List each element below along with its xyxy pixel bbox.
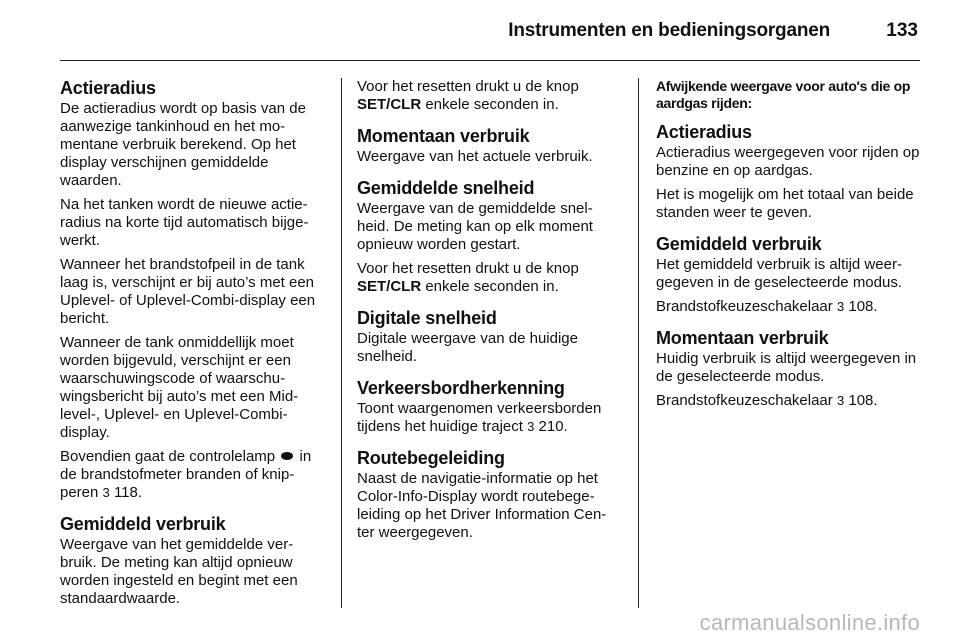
paragraph: Weergave van het actuele verbruik. <box>357 148 593 165</box>
heading-gemiddelde-snelheid: Gemiddelde snelheid <box>357 178 535 198</box>
heading-routebegeleiding: Routebegeleiding <box>357 448 505 468</box>
heading-digitale-snelheid: Digitale snelheid <box>357 308 497 328</box>
paragraph <box>656 298 922 316</box>
reference-arrow-icon: 3 <box>836 393 845 408</box>
text: Toont waargenomen verkeersborden tijdens het huidige traject <box>357 400 602 435</box>
text: Voor het resetten drukt u de knop <box>357 260 579 277</box>
paragraph: Naast de navigatie-informatie op het Color-Info-Display wordt routebege-leiding op het Driver Information Cen-ter weergegeven. <box>357 470 607 541</box>
subheading-aardgas: Afwijkende weergave voor auto's die op aardgas rijden: <box>656 78 911 111</box>
text: in de brandstofmeter branden of knip-peren <box>60 448 312 501</box>
reference-arrow-icon: 3 <box>836 299 845 314</box>
text: Bovendien gaat de controlelamp <box>60 448 276 465</box>
heading-momentaan-verbruik: Momentaan verbruik <box>357 126 530 146</box>
paragraph <box>357 260 623 296</box>
paragraph: Weergave van het gemiddelde ver-bruik. De meting kan altijd opnieuw worden ingesteld en begint met een standaardwaarde. <box>60 536 298 607</box>
column-divider-2 <box>638 78 639 608</box>
column-divider-1 <box>341 78 342 608</box>
heading-momentaan-verbruik: Momentaan verbruik <box>656 328 829 348</box>
paragraph: Het gemiddeld verbruik is altijd weer-gegeven in de geselecteerde modus. <box>656 256 903 291</box>
page-title: Instrumenten en bedieningsorganen <box>508 20 830 41</box>
text: Brandstofkeuzeschakelaar <box>656 392 833 409</box>
paragraph <box>357 78 623 114</box>
paragraph <box>357 400 623 436</box>
heading-verkeersbordherkenning: Verkeersbordherkenning <box>357 378 565 398</box>
text: Brandstofkeuzeschakelaar <box>656 298 833 315</box>
column-1 <box>60 78 328 614</box>
heading-actieradius: Actieradius <box>60 78 156 98</box>
column-3 <box>656 78 922 416</box>
text: enkele seconden in. <box>425 96 559 113</box>
page-reference-link[interactable]: 108. <box>848 392 878 409</box>
text: enkele seconden in. <box>425 278 559 295</box>
page-number: 133 <box>886 20 918 41</box>
paragraph: De actieradius wordt op basis van de aanwezige tankinhoud en het mo-mentane verbruik berekend. Op het display verschijnen gemiddelde waarden. <box>60 100 306 189</box>
heading-gemiddeld-verbruik: Gemiddeld verbruik <box>60 514 226 534</box>
button-name: SET/CLR <box>357 96 422 113</box>
page-reference-link[interactable]: 210. <box>538 418 568 435</box>
paragraph <box>656 392 922 410</box>
paragraph: Het is mogelijk om het totaal van beide standen weer te geven. <box>656 186 914 221</box>
paragraph <box>60 448 328 502</box>
paragraph: Weergave van de gemiddelde snel-heid. De meting kan op elk moment opnieuw worden gestart. <box>357 200 593 253</box>
text: Voor het resetten drukt u de knop <box>357 78 579 95</box>
paragraph: Huidig verbruik is altijd weergegeven in de geselecteerde modus. <box>656 350 917 385</box>
paragraph: Wanneer het brandstofpeil in de tank laag is, verschijnt er bij auto’s met een Uplevel- of Uplevel-Combi-display een bericht. <box>60 256 316 327</box>
heading-actieradius: Actieradius <box>656 122 752 142</box>
page-reference-link[interactable]: 118. <box>113 484 143 501</box>
button-name: SET/CLR <box>357 278 422 295</box>
column-2 <box>357 78 623 548</box>
page-reference-link[interactable]: 108. <box>848 298 878 315</box>
heading-gemiddeld-verbruik: Gemiddeld verbruik <box>656 234 822 254</box>
page-header <box>0 0 960 60</box>
paragraph: Wanneer de tank onmiddellijk moet worden bijgevuld, verschijnt er een waarschuwingscode of waarschu-wingsbericht bij auto’s met een Mid-level-, Uplevel- en Uplevel-Combi-display. <box>60 334 299 441</box>
reference-arrow-icon: 3 <box>527 419 535 434</box>
fuel-warning-lamp-icon <box>281 452 293 460</box>
paragraph: Na het tanken wordt de nieuwe actie-radius na korte tijd automatisch bijge-werkt. <box>60 196 309 249</box>
reference-arrow-icon: 3 <box>102 485 110 500</box>
paragraph: Actieradius weergegeven voor rijden op benzine en op aardgas. <box>656 144 920 179</box>
watermark: carmanualsonline.info <box>699 610 920 635</box>
header-divider <box>60 60 920 61</box>
paragraph: Digitale weergave van de huidige snelheid. <box>357 330 578 365</box>
